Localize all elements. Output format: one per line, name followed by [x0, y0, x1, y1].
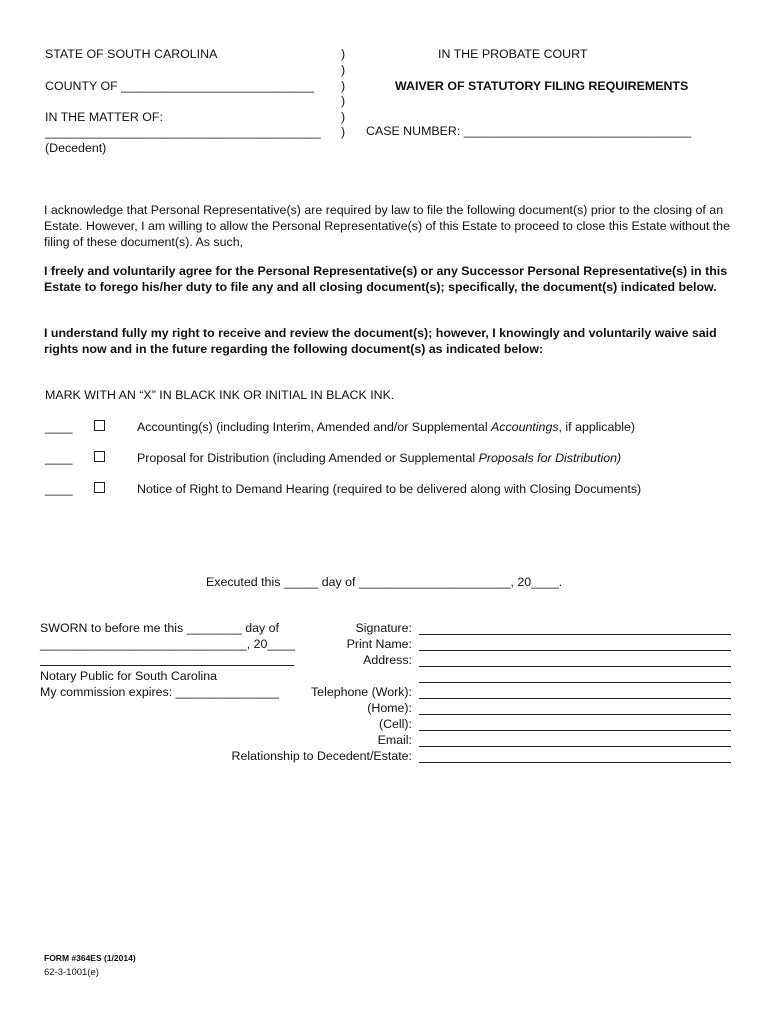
paren-mark: ) — [341, 47, 346, 61]
paren-mark: ) — [341, 125, 346, 139]
proposal-checkbox[interactable] — [94, 451, 105, 462]
list-item-label: Accounting(s) (including Interim, Amended and/or Supplemental Accountings, if applicable) — [137, 420, 635, 434]
matter-label: IN THE MATTER OF: — [45, 110, 163, 124]
form-number: FORM #364ES (1/2014) — [44, 953, 136, 963]
telephone-cell-line[interactable] — [419, 730, 731, 731]
email-label: Email: — [377, 733, 412, 747]
email-line[interactable] — [419, 746, 731, 747]
telephone-home-label: (Home): — [367, 701, 412, 715]
paren-mark: ) — [341, 110, 346, 124]
statute-code: 62-3-1001(e) — [44, 967, 99, 978]
list-item-label: Proposal for Distribution (including Amended or Supplemental Proposals for Distribution) — [137, 451, 622, 465]
notice-checkbox[interactable] — [94, 482, 105, 493]
executed-date-field[interactable]: Executed this _____ day of ______________________, 20____. — [206, 575, 563, 589]
state-label: STATE OF SOUTH CAROLINA — [45, 47, 218, 61]
notary-title: Notary Public for South Carolina — [40, 669, 217, 683]
sworn-year-field[interactable]: ______________________________, 20____ — [40, 637, 295, 651]
telephone-work-label: Telephone (Work): — [310, 685, 412, 699]
telephone-work-line[interactable] — [419, 698, 731, 699]
acknowledgment-paragraph: I acknowledge that Personal Representative(s) are required by law to file the following document(s) prior to the closing of an Estate. However, I am willing to allow the Personal Representative(s) of this Estate to proceed to close this Estate without the filing of these document(s). As such, — [44, 203, 730, 249]
agreement-paragraph: I freely and voluntarily agree for the Personal Representative(s) or any Successor Personal Representative(s) in this Estate to forego his/her duty to file any and all closing document(s); specifically, the document(s) indicated below. — [44, 264, 728, 294]
address-line-2[interactable] — [419, 682, 731, 683]
relationship-label: Relationship to Decedent/Estate: — [231, 749, 412, 763]
telephone-cell-label: (Cell): — [378, 717, 412, 731]
list-item-label: Notice of Right to Demand Hearing (required to be delivered along with Closing Documents) — [137, 482, 642, 496]
notary-signature-line[interactable] — [40, 665, 294, 666]
signature-label: Signature: — [355, 621, 412, 635]
address-label: Address: — [363, 653, 412, 667]
waiver-paragraph: I understand fully my right to receive and review the document(s); however, I knowingly and voluntarily waive said rights now and in the future regarding the following document(s) as indicated below: — [44, 326, 717, 356]
initial-blank[interactable]: ____ — [45, 482, 73, 496]
print-name-line[interactable] — [419, 650, 731, 651]
court-label: IN THE PROBATE COURT — [438, 47, 588, 61]
commission-field[interactable]: My commission expires: _______________ — [40, 685, 280, 699]
county-field[interactable]: COUNTY OF ____________________________ — [45, 79, 315, 93]
decedent-name-field[interactable]: ________________________________________ — [45, 125, 321, 139]
relationship-line[interactable] — [419, 762, 731, 763]
initial-blank[interactable]: ____ — [45, 451, 73, 465]
print-name-label: Print Name: — [346, 637, 412, 651]
signature-line[interactable] — [419, 634, 731, 635]
telephone-home-line[interactable] — [419, 714, 731, 715]
form-title: WAIVER OF STATUTORY FILING REQUIREMENTS — [395, 79, 689, 93]
paren-mark: ) — [341, 94, 346, 108]
case-number-field[interactable]: CASE NUMBER: _________________________________ — [366, 124, 692, 138]
sworn-field[interactable]: SWORN to before me this ________ day of — [40, 621, 279, 635]
address-line[interactable] — [419, 666, 731, 667]
accounting-checkbox[interactable] — [94, 420, 105, 431]
initial-blank[interactable]: ____ — [45, 420, 73, 434]
paren-mark: ) — [341, 79, 346, 93]
mark-instruction: MARK WITH AN “X” IN BLACK INK OR INITIAL IN BLACK INK. — [45, 388, 395, 402]
paren-mark: ) — [341, 63, 346, 77]
decedent-label: (Decedent) — [45, 141, 107, 155]
